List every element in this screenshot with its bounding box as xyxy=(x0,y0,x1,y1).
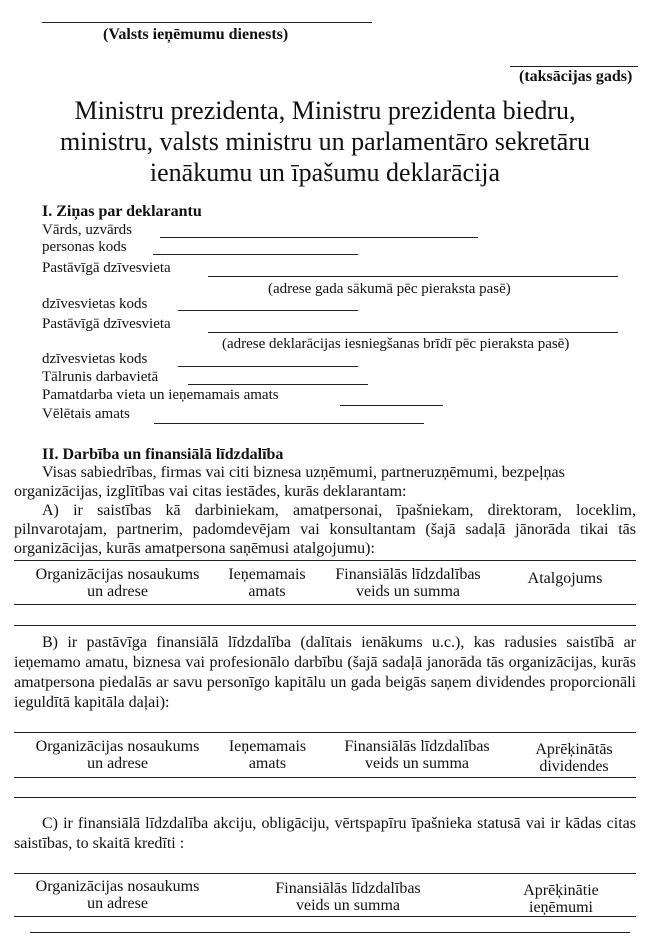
residence2-note: (adrese deklarācijas iesniegšanas brīdī pēc pieraksta pasē) xyxy=(222,336,570,352)
partC-col-organization xyxy=(5,878,230,912)
partA-line-top xyxy=(14,560,636,561)
partB-col-position xyxy=(220,738,315,772)
partB-col-dividends-line1: Aprēķinātās xyxy=(535,741,613,758)
partB-col-organization xyxy=(5,738,230,772)
partB-col-position-line2: amats xyxy=(248,755,287,772)
form-title-line2: ministru, valsts ministru un parlamentāro sekretāru xyxy=(60,127,590,156)
name-field[interactable] xyxy=(160,237,478,238)
partC-col-income xyxy=(505,882,617,916)
partA-col-organization-line2: un adrese xyxy=(87,583,148,600)
partA-line-mid xyxy=(14,604,636,605)
partB-col-organization-line2: un adrese xyxy=(87,755,148,772)
personal-id-field[interactable] xyxy=(153,254,358,255)
form-title-line3: ienākumu un īpašumu deklarācija xyxy=(149,158,501,187)
partA-col-position-line2: amats xyxy=(248,583,286,600)
personal-id-label: personas kods xyxy=(42,239,127,255)
partA-col-participation-line1: Finansiālās līdzdalības xyxy=(335,566,481,583)
residence1-field[interactable] xyxy=(208,276,618,277)
partB-col-position-line1: Ieņemamais xyxy=(228,738,307,755)
residence1-code-label: dzīvesvietas kods xyxy=(42,296,148,312)
tax-year-blank-line[interactable] xyxy=(510,66,638,67)
residence1-code-field[interactable] xyxy=(178,310,358,311)
authority-caption: (Valsts ieņēmumu dienests) xyxy=(103,26,289,43)
main-job-label: Pamatdarba vieta un ieņemamais amats xyxy=(42,387,279,403)
partA-text: A) ir saistības kā darbiniekam, amatpersonai, īpašniekam, direktoram, loceklim, pilnvarotajam, partnerim, padomdevējam vai konsultantam (šajā sadaļā jānorāda tikai tās organizācijas, kurās amatpersona saņēmusi atalgojumu): xyxy=(14,502,636,557)
partC-entry-line[interactable] xyxy=(30,932,630,933)
authority-blank-line[interactable] xyxy=(42,22,372,23)
residence1-note: (adrese gada sākumā pēc pieraksta pasē) xyxy=(268,281,511,297)
partB-line-mid xyxy=(14,777,636,778)
residence2-code-label: dzīvesvietas kods xyxy=(42,351,148,367)
residence2-label: Pastāvīgā dzīvesvieta xyxy=(42,316,171,332)
partB-col-organization-line1: Organizācijas nosaukums xyxy=(35,738,200,755)
elected-position-field[interactable] xyxy=(154,423,424,424)
section2-intro-line2: organizācijas, izglītības vai citas iestādes, kurās deklarantam: xyxy=(14,483,407,500)
partA-col-organization xyxy=(5,566,230,600)
partC-col-participation xyxy=(253,880,443,914)
work-phone-field[interactable] xyxy=(188,384,368,385)
section2-intro-line1: Visas sabiedrības, firmas vai citi biznesa uzņēmumi, partneruzņēmumi, bezpeļņas xyxy=(42,464,565,481)
name-label: Vārds, uzvārds xyxy=(42,222,132,238)
residence2-field[interactable] xyxy=(208,332,618,333)
section1-heading: I. Ziņas par deklarantu xyxy=(42,203,202,220)
partC-col-participation-line1: Finansiālās līdzdalības xyxy=(275,880,421,897)
partC-col-participation-line2: veids un summa xyxy=(296,897,400,914)
partB-col-dividends xyxy=(518,741,630,775)
partA-col-salary xyxy=(510,570,620,587)
work-phone-label: Tālrunis darbavietā xyxy=(42,369,159,385)
partB-col-dividends-line2: dividendes xyxy=(539,758,609,775)
elected-position-label: Vēlētais amats xyxy=(42,406,130,422)
partA-entry-line[interactable] xyxy=(14,625,636,626)
partB-col-participation xyxy=(322,738,512,772)
partB-line-top xyxy=(14,732,636,733)
partA-col-position xyxy=(222,566,312,600)
partC-line-top xyxy=(14,873,636,874)
partB-entry-line[interactable] xyxy=(14,797,636,798)
partC-col-organization-line1: Organizācijas nosaukums xyxy=(35,878,200,895)
partA-col-position-line1: Ieņemamais xyxy=(228,566,306,583)
main-job-field[interactable] xyxy=(340,405,443,406)
partA-col-organization-line1: Organizācijas nosaukums xyxy=(35,566,200,583)
section2-heading: II. Darbība un finansiālā līdzdalība xyxy=(42,446,284,463)
partC-col-organization-line2: un adrese xyxy=(87,895,148,912)
partA-col-salary-line1: Atalgojums xyxy=(527,570,603,587)
partA-col-participation xyxy=(313,566,503,600)
partC-col-income-line1: Aprēķinātie xyxy=(523,882,599,899)
partB-col-participation-line2: veids un summa xyxy=(365,755,469,772)
residence2-code-field[interactable] xyxy=(178,366,358,367)
partC-line-mid xyxy=(14,916,636,917)
partC-text: C) ir finansiālā līdzdalība akciju, obligāciju, vērtspapīru īpašnieka statusā vai ir kādas citas saistības, to skaitā kredīti : xyxy=(14,815,636,852)
partB-col-participation-line1: Finansiālās līdzdalības xyxy=(344,738,490,755)
partB-text: B) ir pastāvīga finansiālā līdzdalība (dalītais ienākums u.c.), kas radusies saistībā ar ieņemamo amatu, biznesa vai profesionālo darbību (šajā sadaļā janorāda tās organizācijas, kurās amatpersona piedalās ar savu personīgo kapitālu un gada beigās saņem dividendes proporcionāli ieguldītā kapitāla daļai): xyxy=(14,634,636,711)
tax-year-caption: (taksācijas gads) xyxy=(519,68,633,85)
partC-col-income-line2: ieņēmumi xyxy=(529,899,593,916)
residence1-label: Pastāvīgā dzīvesvieta xyxy=(42,260,171,276)
form-title-line1: Ministru prezidenta, Ministru prezidenta biedru, xyxy=(74,96,576,125)
partA-col-participation-line2: veids un summa xyxy=(356,583,460,600)
